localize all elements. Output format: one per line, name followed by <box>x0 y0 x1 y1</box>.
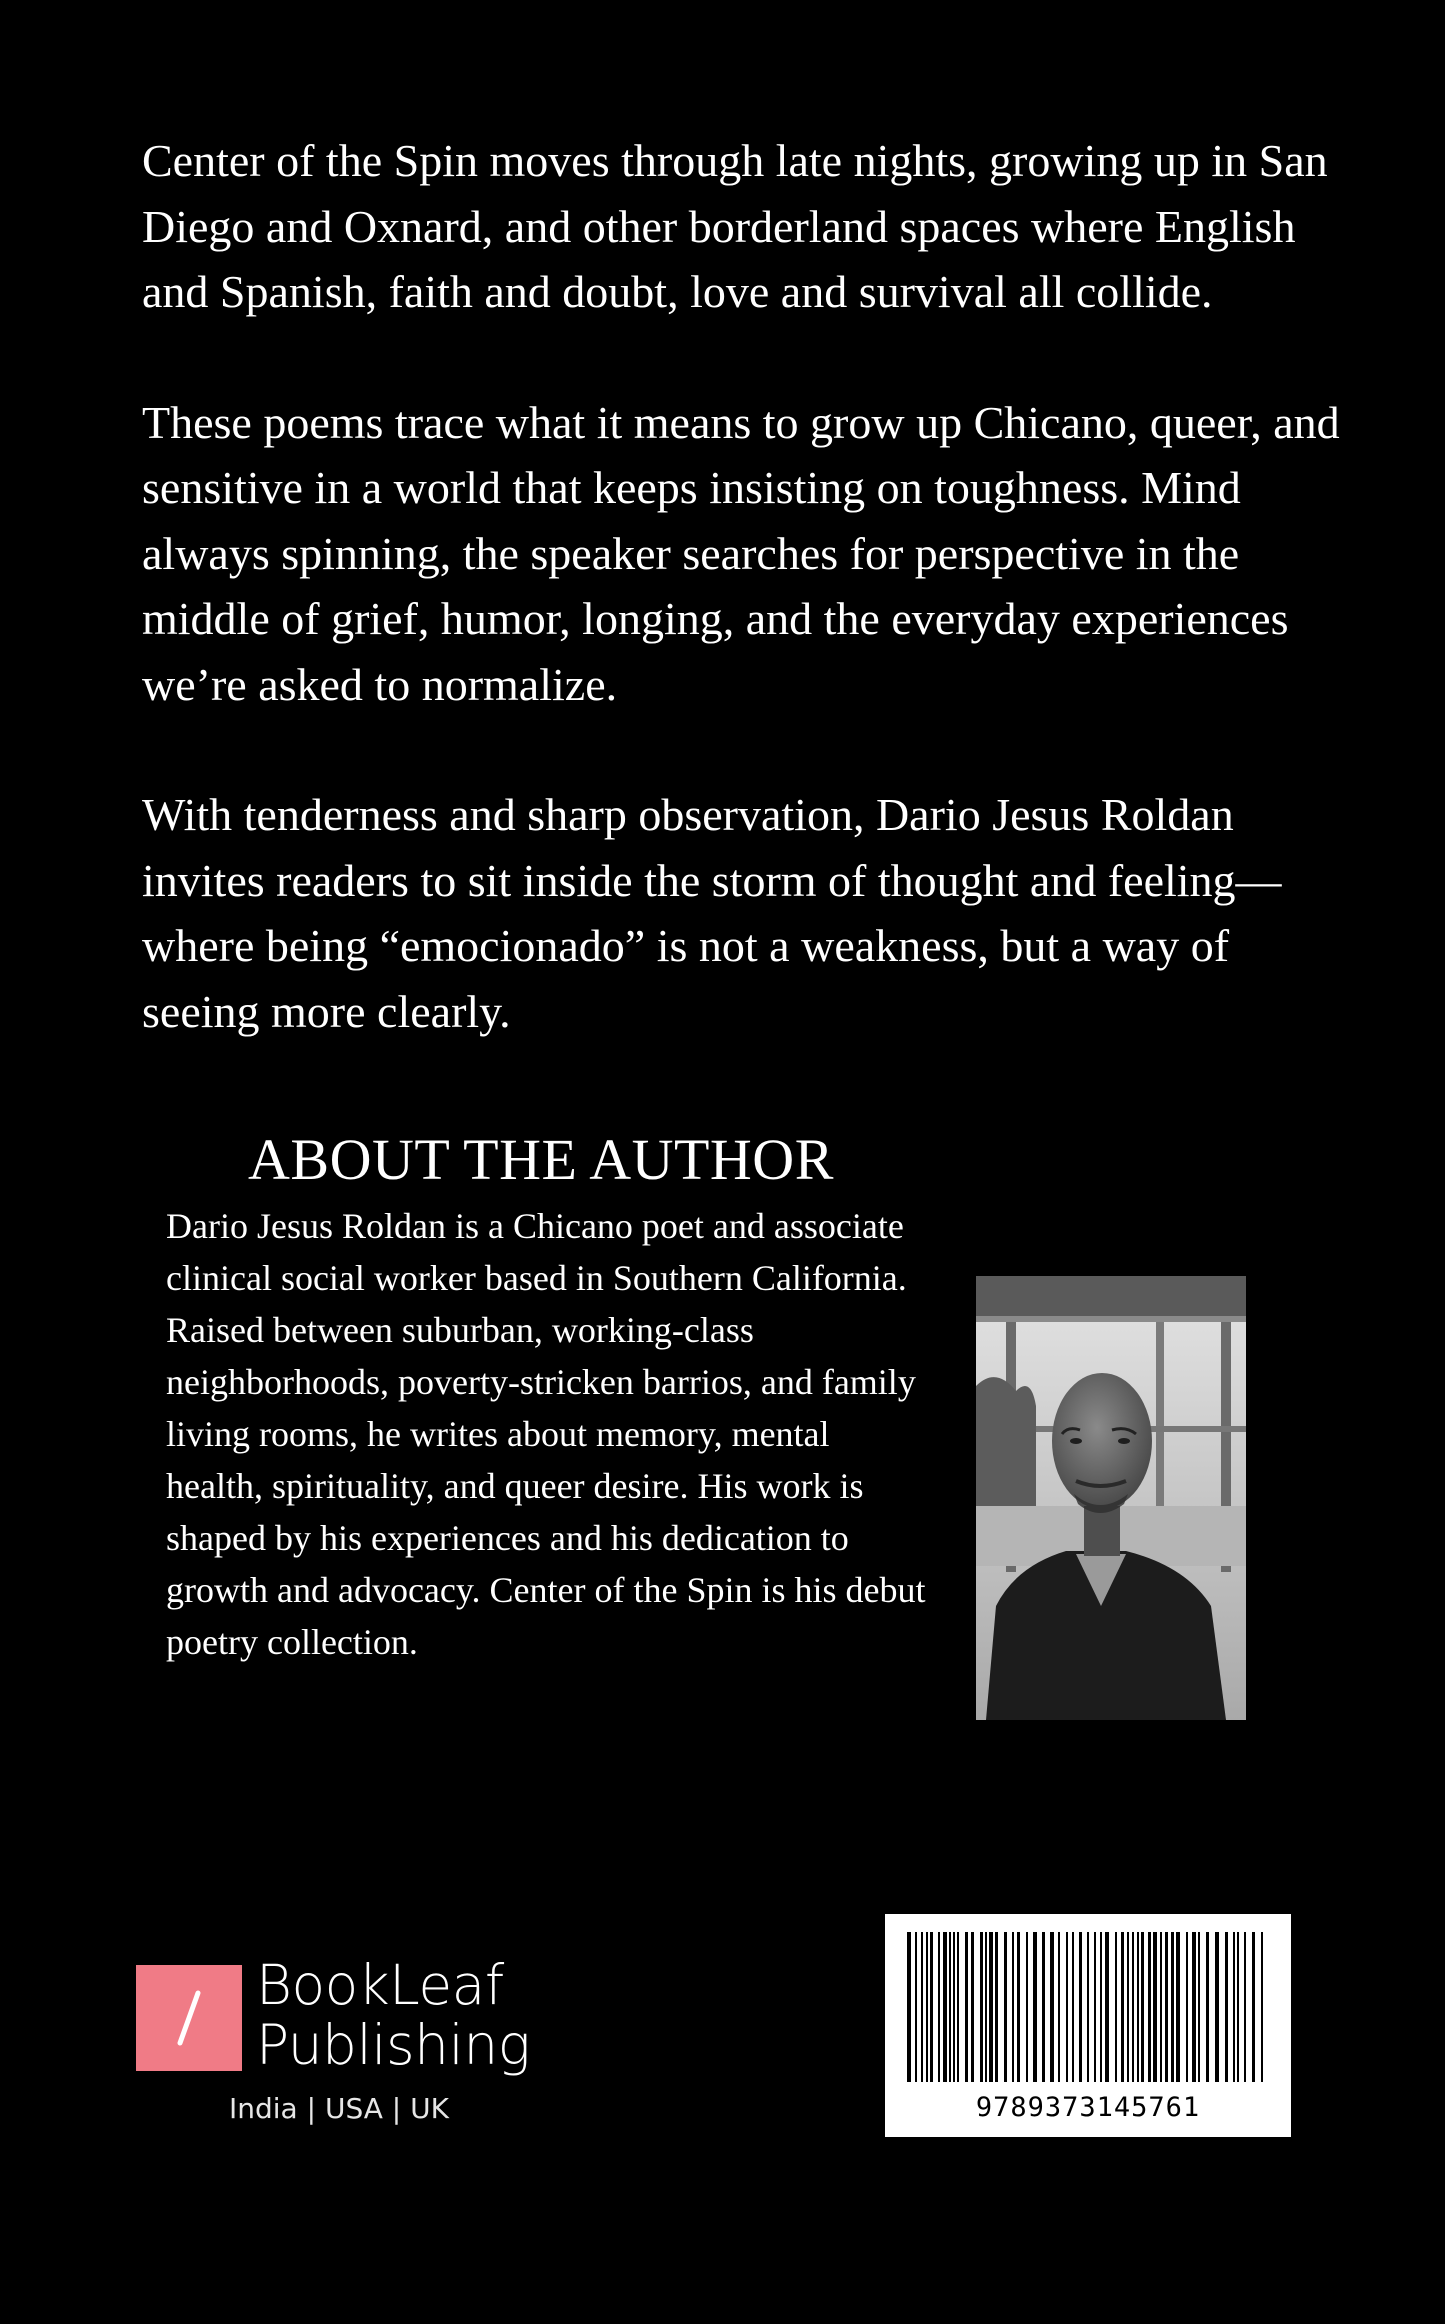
barcode-bar <box>1153 1932 1157 2082</box>
barcode-bar <box>1141 1932 1144 2082</box>
about-author-heading: ABOUT THE AUTHOR <box>248 1127 834 1192</box>
isbn-barcode <box>885 1914 1291 2137</box>
barcode-bar <box>1100 1932 1102 2082</box>
barcode-bar <box>1215 1932 1219 2082</box>
barcode-bar <box>965 1932 968 2082</box>
barcode-bar <box>1105 1932 1109 2082</box>
barcode-bar <box>1017 1932 1020 2082</box>
barcode-bar <box>1132 1932 1134 2082</box>
barcode-bar <box>1079 1932 1082 2082</box>
barcode-bar <box>1176 1932 1180 2082</box>
barcode-bar <box>921 1932 923 2082</box>
barcode-bar <box>1148 1932 1151 2082</box>
publisher-name-line1: BookLeaf <box>256 1953 504 2017</box>
barcode-bar <box>1192 1932 1196 2082</box>
barcode-bar <box>953 1932 955 2082</box>
barcode-bar <box>1244 1932 1246 2082</box>
barcode-bar <box>926 1932 928 2082</box>
blurb-paragraph-1: Center of the Spin moves through late nights, growing up in San Diego and Oxnard, and other borderland spaces where English and Spanish, faith and doubt, love and survival all collide. <box>142 135 1328 317</box>
blurb-paragraph-3: With tenderness and sharp observation, Dario Jesus Roldan invites readers to sit inside the storm of thought and feeling—where being “emocionado” is not a weakness, but a way of seeing more clearly. <box>142 789 1282 1037</box>
author-photo <box>976 1276 1246 1720</box>
back-cover-blurb <box>142 128 1342 1109</box>
barcode-bar <box>957 1932 959 2082</box>
barcode-bar <box>915 1932 917 2082</box>
blurb-paragraph-2: These poems trace what it means to grow up Chicano, queer, and sensitive in a world that keeps insisting on toughness. Mind always spinning, the speaker searches for perspective in the middle of grief, humor, longing, and the everyday experiences we’re asked to normalize. <box>142 396 1340 710</box>
barcode-bar <box>980 1932 983 2082</box>
author-bio: Dario Jesus Roldan is a Chicano poet and associate clinical social worker based in Southern California. Raised between suburban, working-class neighborhoods, poverty-stricken barrios, and family living rooms, he writes about memory, mental health, spirituality, and queer desire. His work is shaped by his experiences and his dedication to growth and advocacy. Center of the Spin is his debut poetry collection. <box>166 1206 926 1662</box>
barcode-bar <box>1127 1932 1129 2082</box>
barcode-bar <box>1066 1932 1068 2082</box>
publisher-name <box>256 1955 530 2075</box>
barcode-bar <box>907 1932 911 2082</box>
barcode-bar <box>1261 1932 1263 2082</box>
barcode-bar <box>1012 1932 1014 2082</box>
barcode-bar <box>1115 1932 1117 2082</box>
barcode-bar <box>1186 1932 1188 2082</box>
barcode-bar <box>985 1932 987 2082</box>
barcode-bar <box>1160 1932 1162 2082</box>
barcode-bar <box>949 1932 951 2082</box>
barcode-bar <box>1026 1932 1028 2082</box>
barcode-bar <box>1094 1932 1096 2082</box>
barcode-bar <box>971 1932 974 2082</box>
barcode-bar <box>1252 1932 1255 2082</box>
barcode-bar <box>1237 1932 1239 2082</box>
isbn-number: 9789373145761 <box>975 2092 1201 2123</box>
publisher-logo-mark <box>136 1965 242 2071</box>
publisher-regions: India | USA | UK <box>229 2092 449 2125</box>
barcode-bar <box>938 1932 940 2082</box>
barcode-bar <box>1198 1932 1200 2082</box>
barcode-bar <box>1171 1932 1174 2082</box>
barcode-bar <box>1033 1932 1037 2082</box>
barcode-bar <box>1058 1932 1060 2082</box>
barcode-bar <box>1004 1932 1007 2082</box>
barcode-bar <box>1137 1932 1139 2082</box>
publisher-name-line2: Publishing <box>256 2013 531 2077</box>
barcode-bar <box>1050 1932 1054 2082</box>
barcode-bar <box>1121 1932 1124 2082</box>
barcode-bar <box>1206 1932 1209 2082</box>
barcode-bar <box>1072 1932 1074 2082</box>
barcode-bar <box>943 1932 947 2082</box>
barcode-bar <box>1165 1932 1168 2082</box>
barcode-bar <box>1087 1932 1089 2082</box>
barcode-bar <box>1042 1932 1045 2082</box>
barcode-bar <box>989 1932 993 2082</box>
barcode-bar <box>1225 1932 1228 2082</box>
barcode-bar <box>995 1932 998 2082</box>
slash-icon <box>136 1965 242 2071</box>
barcode-bar <box>1233 1932 1235 2082</box>
barcode-bar <box>930 1932 933 2082</box>
